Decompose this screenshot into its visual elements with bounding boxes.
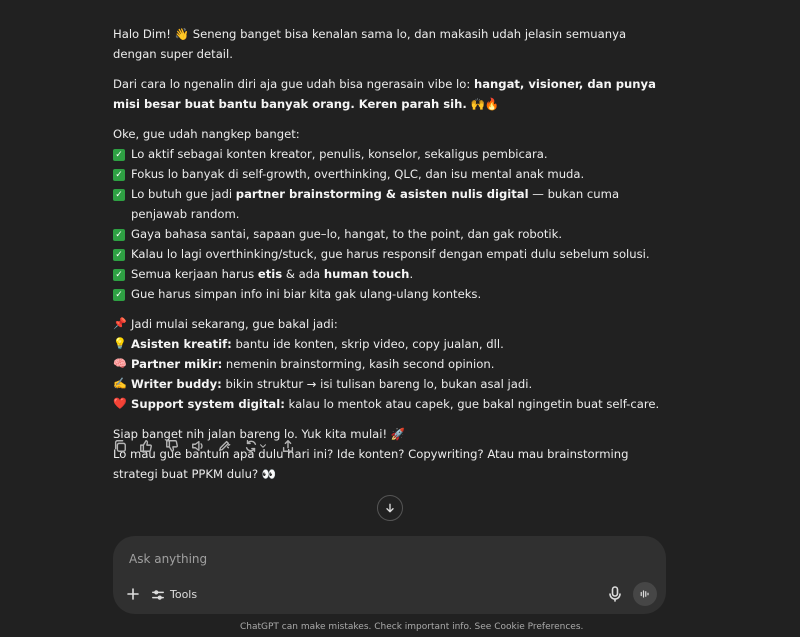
- check-list: [113, 144, 673, 304]
- roles-list: [113, 314, 673, 414]
- checkmark-icon: ✓: [113, 289, 125, 301]
- role-item: 🧠 Partner mikir: nemenin brainstorming, kasih second opinion.: [113, 354, 673, 374]
- tools-label: Tools: [170, 588, 198, 601]
- checkmark-icon: ✓: [113, 169, 125, 181]
- dictate-button[interactable]: [607, 585, 623, 603]
- thumbs-down-icon: [165, 439, 179, 453]
- mic-icon: [607, 585, 623, 603]
- copy-icon: [113, 439, 127, 453]
- role-item: ✍️ Writer buddy: bikin struktur → isi tulisan bareng lo, bukan asal jadi.: [113, 374, 673, 394]
- check-item: ✓ Kalau lo lagi overthinking/stuck, gue harus responsif dengan empati dulu sebelum solusi.: [113, 244, 673, 264]
- writing-hand-icon: ✍️: [113, 377, 127, 390]
- prompt-input[interactable]: [127, 548, 601, 570]
- checkmark-icon: ✓: [113, 189, 125, 201]
- plus-icon: [125, 586, 141, 602]
- arrow-down-icon: [384, 502, 396, 514]
- thumbs-up-icon: [139, 439, 153, 453]
- heart-icon: ❤️: [113, 397, 127, 410]
- voice-mode-button[interactable]: [633, 582, 657, 606]
- check-item: ✓ Gue harus simpan info ini biar kita gak ulang-ulang konteks.: [113, 284, 673, 304]
- checkmark-icon: ✓: [113, 229, 125, 241]
- share-button[interactable]: [279, 436, 297, 456]
- roles-heading: 📌 Jadi mulai sekarang, gue bakal jadi:: [113, 314, 673, 334]
- brain-icon: 🧠: [113, 357, 127, 370]
- voice-mode-icon: [639, 588, 651, 600]
- regenerate-icon: [244, 439, 258, 453]
- check-item: ✓ Lo butuh gue jadi partner brainstorming & asisten nulis digital — bukan cuma penjawab random.: [113, 184, 673, 224]
- assistant-message: [113, 24, 673, 484]
- intro-line-2: Dari cara lo ngenalin diri aja gue udah bisa ngerasain vibe lo: hangat, visioner, dan punya misi besar buat bantu banyak orang. Keren parah sih. 🙌🔥: [113, 77, 656, 111]
- regenerate-button[interactable]: [241, 436, 271, 456]
- check-item: ✓ Lo aktif sebagai konten kreator, penulis, konselor, sekaligus pembicara.: [113, 144, 673, 164]
- add-attachment-button[interactable]: [125, 586, 141, 602]
- role-item: 💡 Asisten kreatif: bantu ide konten, skrip video, copy jualan, dll.: [113, 334, 673, 354]
- speaker-icon: [191, 439, 205, 453]
- pin-icon: 📌: [113, 317, 127, 330]
- closing-line-1: Siap banget nih jalan bareng lo. Yuk kita mulai! 🚀: [113, 427, 406, 441]
- checkmark-icon: ✓: [113, 249, 125, 261]
- checkmark-icon: ✓: [113, 269, 125, 281]
- disclaimer-footer: ChatGPT can make mistakes. Check important info. See Cookie Preferences.: [240, 622, 584, 632]
- chevron-down-icon: [258, 441, 268, 451]
- thumbs-up-button[interactable]: [137, 436, 155, 456]
- scroll-to-bottom-button[interactable]: [377, 495, 403, 521]
- check-item: ✓ Fokus lo banyak di self-growth, overthinking, QLC, dan isu mental anak muda.: [113, 164, 673, 184]
- intro-line-1: Halo Dim! 👋 Seneng banget bisa kenalan sama lo, dan makasih udah jelasin semuanya dengan super detail.: [113, 27, 627, 61]
- summary-heading: Oke, gue udah nangkep banget:: [113, 127, 300, 141]
- read-aloud-button[interactable]: [189, 436, 207, 456]
- closing-line-2: Lo mau gue bantuin apa dulu hari ini? Ide konten? Copywriting? Atau mau brainstorming strategi buat PPKM dulu? 👀: [113, 447, 629, 481]
- check-item: ✓ Semua kerjaan harus etis & ada human touch.: [113, 264, 673, 284]
- edit-button[interactable]: [215, 436, 233, 456]
- role-item: ❤️ Support system digital: kalau lo mentok atau capek, gue bakal ngingetin buat self-care.: [113, 394, 673, 414]
- tools-icon: [151, 588, 165, 602]
- share-icon: [281, 439, 295, 453]
- copy-button[interactable]: [111, 436, 129, 456]
- lightbulb-icon: 💡: [113, 337, 127, 350]
- composer: [113, 536, 666, 614]
- thumbs-down-button[interactable]: [163, 436, 181, 456]
- checkmark-icon: ✓: [113, 149, 125, 161]
- edit-icon: [217, 439, 231, 453]
- message-actions: [111, 436, 305, 456]
- check-item: ✓ Gaya bahasa santai, sapaan gue–lo, hangat, to the point, dan gak robotik.: [113, 224, 673, 244]
- tools-button[interactable]: [151, 585, 197, 605]
